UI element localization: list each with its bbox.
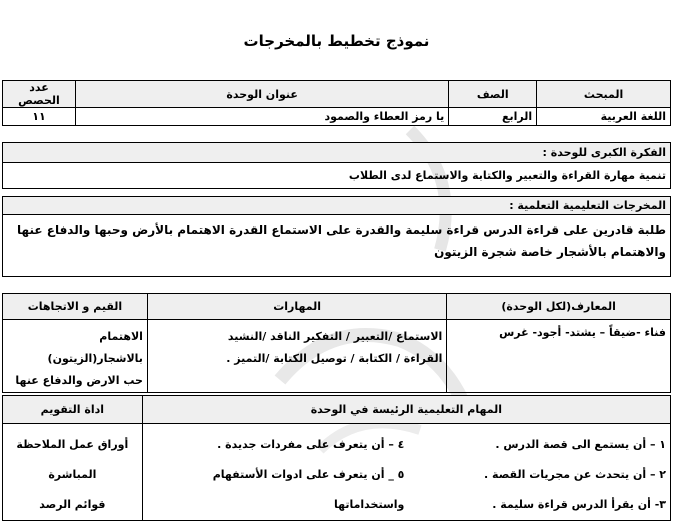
tool-1: أوراق عمل الملاحظة	[16, 438, 129, 451]
knowledge-text: فناء -ضيقاً – يشتد- أجود- غرس	[499, 326, 666, 339]
value-grade: الرابع	[449, 108, 537, 126]
skills-cell	[147, 320, 446, 393]
tool-3: قوائم الرصد	[39, 498, 106, 511]
info-table	[2, 80, 671, 126]
outcomes-text: طلبة قادرين على قراءة الدرس قراءة سليمة والقدرة على الاستماع القدرة الاهتمام بالأرض وحبها والدفاع عنها والاهتمام بالأشجار خاصة شجرة الزيتون	[3, 215, 671, 277]
big-idea-text: تنمية مهارة القراءة والتعبير والكتابة والاستماع لدى الطلاب	[3, 163, 671, 189]
header-assessment-tool: اداة التقويم	[3, 396, 143, 424]
task-2: ٢ – أن يتحدث عن مجريات القصة .	[484, 468, 666, 481]
outcomes-label: المخرجات التعليمية التعلمية :	[3, 197, 671, 215]
tool-2: المباشرة	[48, 468, 97, 481]
header-sessions: عدد الحصص	[3, 81, 76, 108]
header-unit-title: عنوان الوحدة	[75, 81, 448, 108]
outcomes-table	[2, 196, 671, 277]
task-3: ٣- أن يقرأ الدرس قراءة سليمة .	[492, 498, 666, 511]
header-knowledge: المعارف(لكل الوحدة)	[447, 294, 671, 320]
header-grade: الصف	[449, 81, 537, 108]
task-4: ٤ – أن يتعرف على مفردات جديدة .	[217, 438, 405, 451]
tasks-table	[2, 395, 671, 521]
knowledge-table	[2, 293, 671, 393]
big-idea-label: الفكرة الكبرى للوحدة :	[3, 143, 671, 163]
value-subject: اللغة العربية	[537, 108, 671, 126]
tasks-cell	[142, 424, 670, 521]
value-sessions: ١١	[3, 108, 76, 126]
big-idea-table	[2, 142, 671, 189]
header-values: القيم و الاتجاهات	[3, 294, 148, 320]
tools-cell	[3, 424, 143, 521]
values-line-2: حب الارض والدفاع عنها	[15, 374, 143, 387]
values-line-1: الاهتمام بالاشجار(الزيتون)	[47, 330, 143, 365]
task-1: ١ – أن يستمع الى قصة الدرس .	[495, 438, 666, 451]
header-subject: المبحث	[537, 81, 671, 108]
knowledge-cell	[447, 320, 671, 393]
values-cell	[3, 320, 148, 393]
skills-line-1: الاستماع /التعبير / التفكير الناقد /النشيد	[227, 330, 443, 343]
page-title: نموذج تخطيط بالمخرجات	[243, 32, 430, 50]
task-5: ٥ _ أن يتعرف على ادوات الأستفهام واستخداماتها	[212, 468, 405, 511]
value-unit-title: يا رمز العطاء والصمود	[75, 108, 448, 126]
skills-line-2: القراءة / الكتابة / توصيل الكتابة /التميز .	[226, 352, 443, 365]
header-skills: المهارات	[147, 294, 446, 320]
header-tasks: المهام التعليمية الرئيسة في الوحدة	[142, 396, 670, 424]
